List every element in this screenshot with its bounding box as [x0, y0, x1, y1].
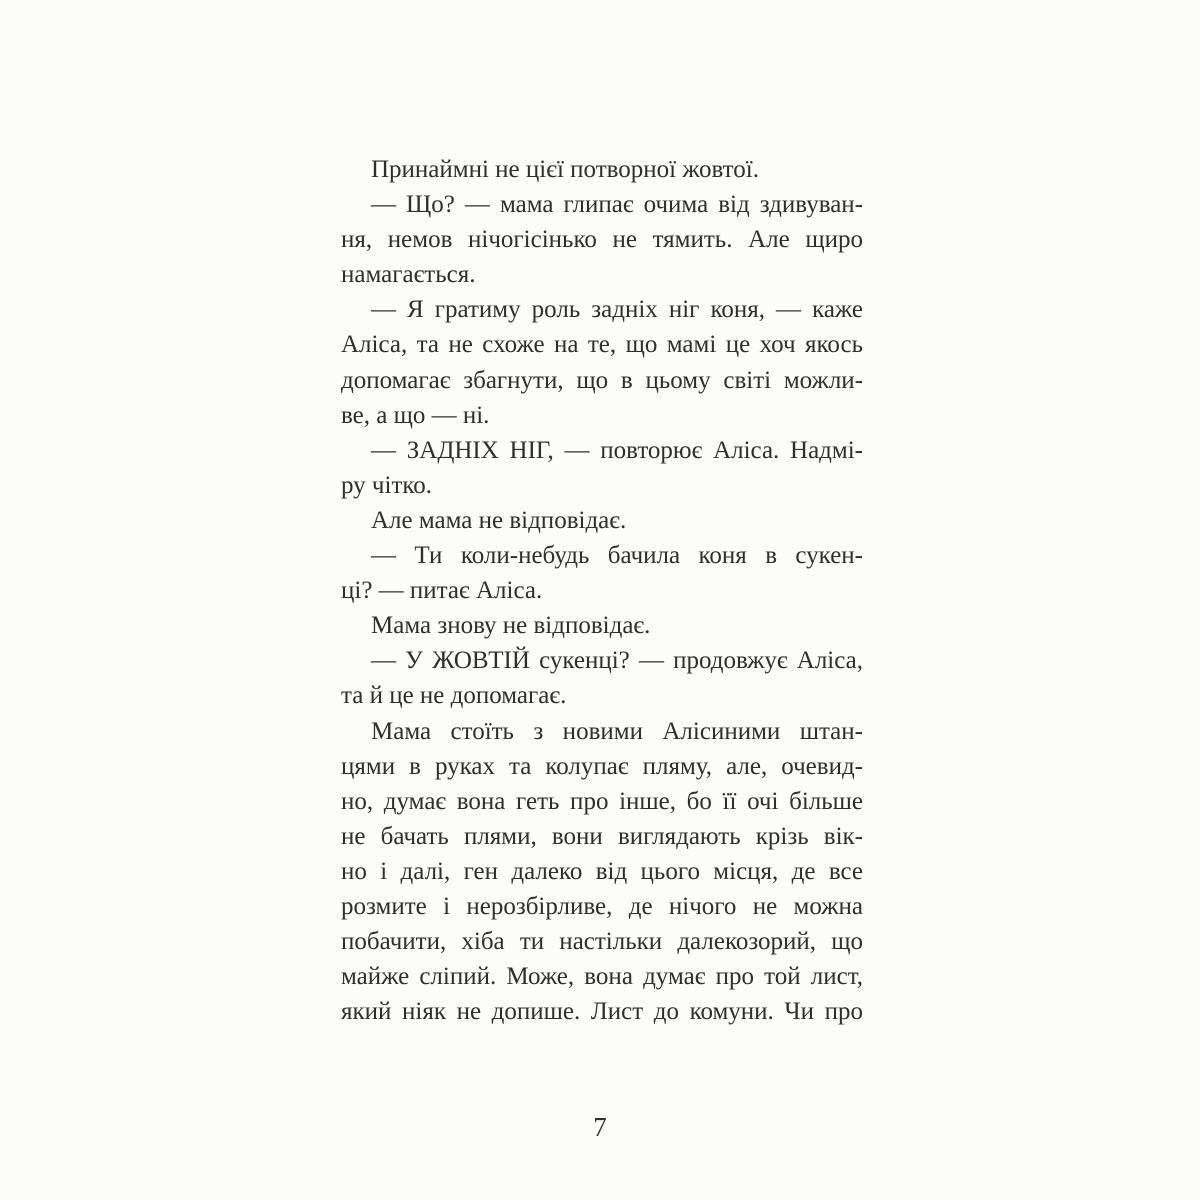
text-line: Мама стоїть з новими Алісиними штан- [371, 717, 863, 745]
text-line: Аліса, та не схоже на те, що мамі це хоч якось [341, 331, 863, 359]
text-line: ру чітко. [341, 471, 432, 499]
text-line: розмите і нерозбірливе, де нічого не можна [341, 892, 863, 920]
text-line: намагається. [341, 261, 476, 289]
text-line: — Що? — мама глипає очима від здивуван- [371, 191, 863, 219]
text-line: ня, немов нічогісінько не тямить. Але щиро [341, 226, 863, 254]
text-line: Мама знову не відповідає. [371, 612, 651, 640]
page-number: 7 [593, 1112, 607, 1142]
text-line: Але мама не відповідає. [371, 506, 627, 534]
text-line: — Я гратиму роль задніх ніг коня, — каже [371, 296, 863, 324]
text-line: допомагає збагнути, що в цьому світі можли- [341, 366, 863, 394]
text-line: який ніяк не допише. Лист до комуни. Чи про [341, 998, 863, 1026]
text-line: — Ти коли-небудь бачила коня в сукен- [371, 542, 863, 570]
text-line: ці? — питає Аліса. [341, 577, 543, 605]
text-line: — ЗАДНІХ НІГ, — повторює Аліса. Надмі- [371, 436, 863, 464]
text-line: не бачать плями, вони виглядають крізь вік- [341, 822, 863, 850]
text-line: но, думає вона геть про інше, бо її очі більше [341, 787, 863, 815]
text-line: цями в руках та колупає пляму, але, очевид- [341, 752, 863, 780]
text-line: Принаймні не цієї потворної жовтої. [371, 156, 759, 183]
text-line: та й це не допомагає. [341, 682, 567, 710]
body-text [341, 152, 863, 1029]
text-line: но і далі, ген далеко від цього місця, де все [341, 857, 863, 885]
text-line: ве, а що — ні. [341, 401, 490, 429]
text-line: — У ЖОВТІЙ сукенці? — продовжує Аліса, [371, 647, 863, 675]
text-line: побачити, хіба ти настільки далекозорий, що [341, 928, 863, 956]
text-line: майже сліпий. Може, вона думає про той лист, [341, 963, 863, 991]
